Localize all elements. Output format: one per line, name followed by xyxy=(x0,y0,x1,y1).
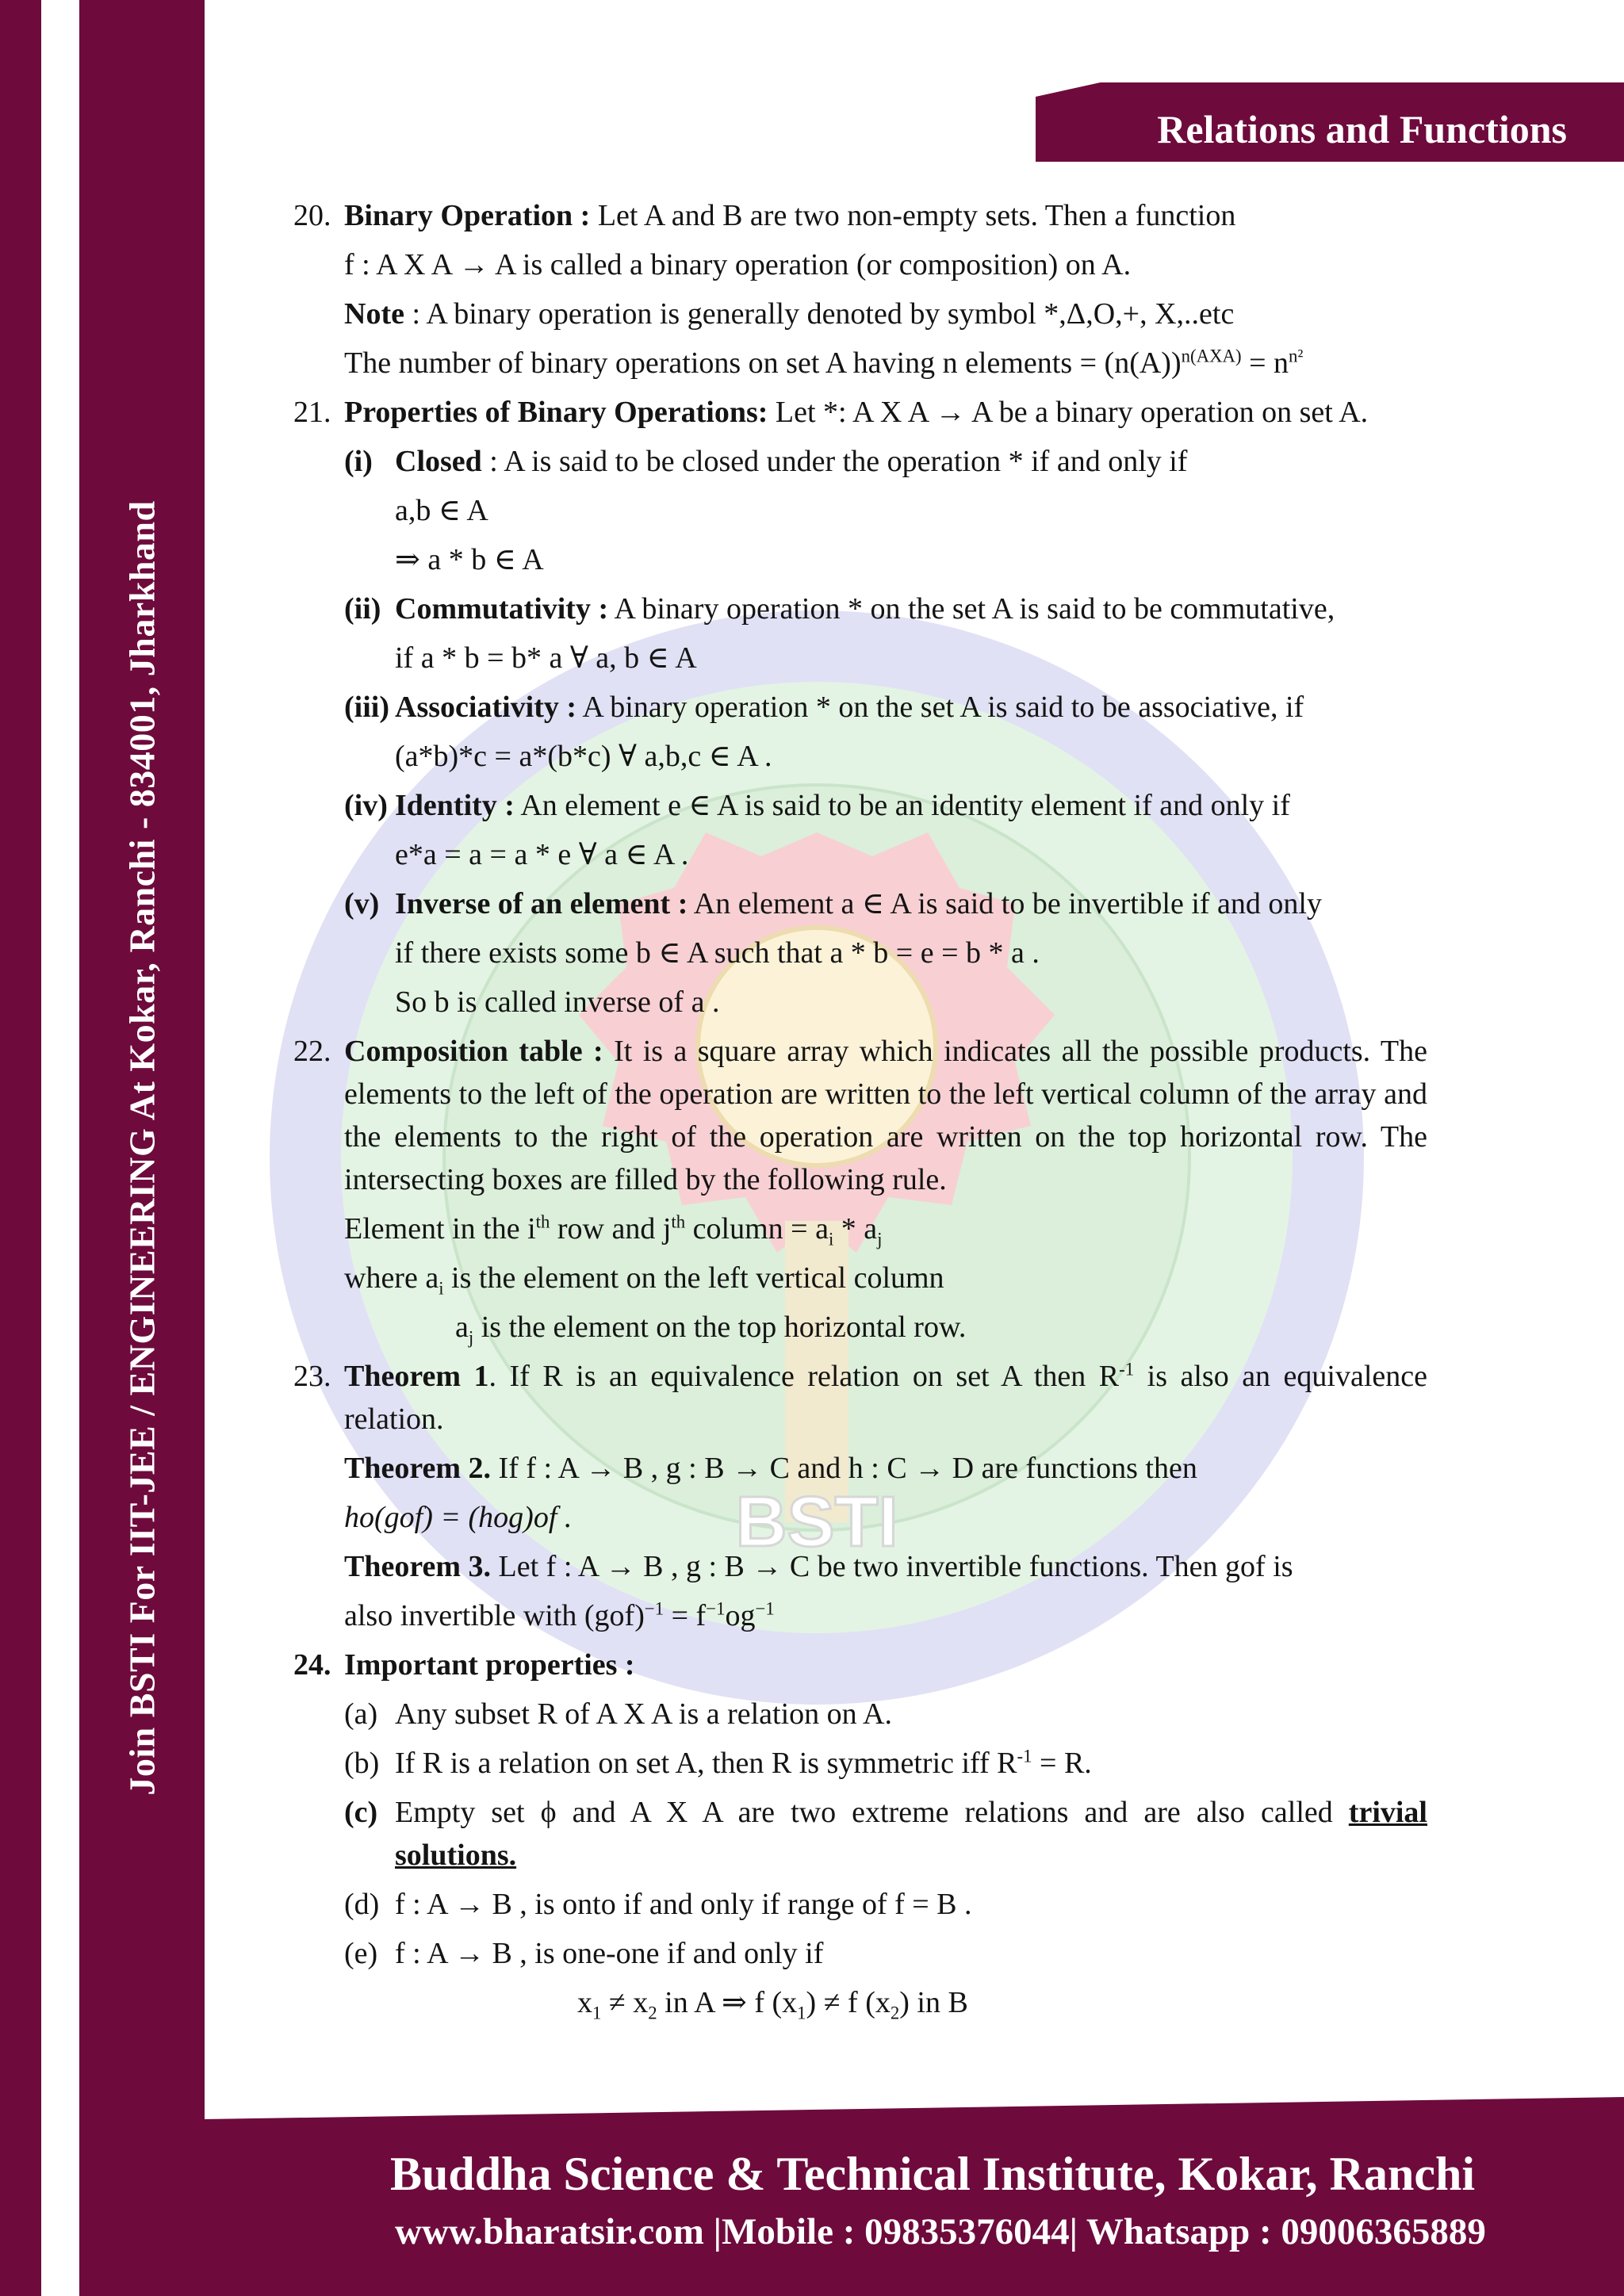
section-24-title xyxy=(344,1644,1427,1686)
property-d xyxy=(344,1883,1427,1926)
formula-sub: 1 xyxy=(592,2003,602,2023)
theorem-text: og xyxy=(725,1599,756,1632)
property-text: : A is said to be closed under the operation * if and only if xyxy=(481,445,1188,478)
rule-text: * a xyxy=(833,1212,878,1246)
note-label: Note xyxy=(344,297,404,331)
watermark-text: BSTI xyxy=(735,1483,898,1562)
theorem-sup: −1 xyxy=(706,1598,726,1619)
property-label: (b) xyxy=(344,1747,380,1780)
property-text: Any subset R of A X A is a relation on A. xyxy=(395,1697,892,1731)
property-identity xyxy=(344,784,1427,876)
theorem-3-line2 xyxy=(344,1594,1427,1637)
section-number: 22. xyxy=(293,1035,331,1068)
footer-contact: www.bharatsir.com |Mobile : 09835376044| Whatsapp : 09006365889 xyxy=(395,2211,1486,2252)
property-associativity-line2: (a*b)*c = a*(b*c) ∀ a,b,c ∈ A . xyxy=(395,740,772,773)
content xyxy=(293,194,1427,2030)
section-text: Let *: A X A → A be a binary operation on set A. xyxy=(768,396,1369,429)
property-text: An element e ∈ A is said to be an identity element if and only if xyxy=(514,789,1290,822)
where-text: where a xyxy=(344,1261,439,1295)
property-closed-text xyxy=(395,440,1427,483)
formula-sub: 2 xyxy=(890,2003,900,2023)
sidebar-outer-stripe xyxy=(0,0,41,2296)
aj-sub: j xyxy=(468,1327,474,1348)
rule-text: Element in the i xyxy=(344,1212,536,1246)
property-text: f : A → B , is onto if and only if range of f = B . xyxy=(395,1888,972,1921)
section-20-intro xyxy=(344,194,1427,237)
formula-text: in A ⇒ f (x xyxy=(657,1986,798,2019)
property-text: If R is a relation on set A, then R is symmetric iff R xyxy=(395,1747,1017,1780)
section-21-intro xyxy=(344,391,1427,434)
section-22-aj xyxy=(344,1306,1427,1349)
count-eq: = n xyxy=(1241,346,1289,380)
property-title: Closed xyxy=(395,445,482,478)
property-a xyxy=(344,1693,1427,1735)
formula-text: ≠ x xyxy=(601,1986,649,2019)
property-inverse-line2: if there exists some b ∈ A such that a * b = e = b * a . xyxy=(395,936,1040,970)
theorem-text: is also an equivalence relation. xyxy=(344,1360,1428,1436)
theorem-title: Theorem 3. xyxy=(344,1550,492,1583)
section-20-count xyxy=(344,342,1427,385)
rule-text: column = a xyxy=(685,1212,829,1246)
theorem-text: Let f : A → B , g : B → C be two invertible functions. Then gof is xyxy=(491,1550,1293,1583)
section-number: 21. xyxy=(293,396,331,429)
property-associativity xyxy=(344,686,1427,778)
property-identity-text xyxy=(395,784,1427,827)
theorem-title: Theorem 1 xyxy=(344,1360,489,1393)
property-b-text xyxy=(395,1742,1427,1785)
formula-text: ) in B xyxy=(899,1986,968,2019)
section-number: 20. xyxy=(293,199,331,232)
rule-sub: j xyxy=(877,1229,883,1249)
property-commutativity-text xyxy=(395,587,1427,630)
note-text: : A binary operation is generally denoted by symbol *,Δ,O,+, X,..etc xyxy=(404,297,1235,331)
theorem-text: also invertible with (gof) xyxy=(344,1599,645,1632)
section-22-where xyxy=(344,1257,1427,1299)
property-label: (ii) xyxy=(344,592,381,626)
count-sup2: n² xyxy=(1289,346,1304,366)
theorem-sup: -1 xyxy=(1119,1359,1135,1380)
property-identity-line2: e*a = a = a * e ∀ a ∈ A . xyxy=(395,838,689,871)
theorem-sup: −1 xyxy=(644,1598,665,1619)
property-label: (v) xyxy=(344,887,380,920)
theorem-formula: ho(gof) = (hog)of . xyxy=(344,1501,573,1534)
section-23 xyxy=(293,1355,1427,1637)
sidebar-vertical-text: Join BSTI For IIT-JEE / ENGINEERING At Kokar, Ranchi - 834001, Jharkhand xyxy=(121,500,163,1796)
property-e xyxy=(344,1932,1427,2024)
rule-sup: th xyxy=(535,1211,550,1232)
property-b xyxy=(344,1742,1427,1785)
section-22 xyxy=(293,1030,1427,1349)
section-22-intro xyxy=(344,1030,1427,1201)
property-text: An element a ∈ A is said to be invertible if and only xyxy=(688,887,1322,920)
theorem-text: If f : A → B , g : B → C and h : C → D are functions then xyxy=(491,1452,1197,1485)
property-title: Inverse of an element : xyxy=(395,887,688,920)
property-closed-line3: ⇒ a * b ∈ A xyxy=(395,543,544,576)
formula-sub: 2 xyxy=(648,2003,657,2023)
property-title: Associativity : xyxy=(395,691,577,724)
section-text: Let A and B are two non-empty sets. Then a function xyxy=(590,199,1236,232)
section-number: 24. xyxy=(293,1648,331,1682)
property-c-text xyxy=(395,1791,1427,1877)
property-label: (d) xyxy=(344,1888,380,1921)
section-title: Composition table : xyxy=(344,1035,603,1068)
section-24 xyxy=(293,1644,1427,2024)
property-c xyxy=(344,1791,1427,1877)
property-closed-line2: a,b ∈ A xyxy=(395,494,488,527)
property-label: (i) xyxy=(344,445,373,478)
property-text: Empty set ϕ and A X A are two extreme relations and are also called xyxy=(395,1796,1349,1829)
section-title: Binary Operation : xyxy=(344,199,591,232)
property-text: A binary operation * on the set A is said to be commutative, xyxy=(608,592,1335,626)
property-label: (e) xyxy=(344,1937,378,1970)
section-20-note xyxy=(344,293,1427,335)
property-associativity-text xyxy=(395,686,1427,729)
rule-sub: i xyxy=(828,1229,834,1249)
property-e-formula xyxy=(395,1981,1427,2024)
property-text: A binary operation * on the set A is said to be associative, if xyxy=(576,691,1304,724)
property-label: (iv) xyxy=(344,789,388,822)
theorem-3 xyxy=(344,1545,1427,1588)
property-label: (iii) xyxy=(344,691,389,724)
property-inverse xyxy=(344,882,1427,1024)
aj-text: a xyxy=(455,1311,469,1344)
theorem-text: . If R is an equivalence relation on set A then R xyxy=(488,1360,1120,1393)
section-title: Properties of Binary Operations: xyxy=(344,396,768,429)
aj-text: is the element on the top horizontal row. xyxy=(473,1311,967,1344)
section-20-line2: f : A X A → A is called a binary operation (or composition) on A. xyxy=(344,248,1132,281)
theorem-2-line2 xyxy=(344,1496,1427,1539)
property-title: Identity : xyxy=(395,789,515,822)
formula-sub: 1 xyxy=(797,2003,806,2023)
theorem-1 xyxy=(344,1355,1427,1441)
property-label: (a) xyxy=(344,1697,378,1731)
page-title: Relations and Functions xyxy=(1157,107,1567,151)
theorem-sup: −1 xyxy=(755,1598,775,1619)
property-text: f : A → B , is one-one if and only if xyxy=(395,1937,824,1970)
property-title: Commutativity : xyxy=(395,592,609,626)
theorem-2 xyxy=(344,1447,1427,1490)
formula-text: x xyxy=(577,1986,592,2019)
section-number: 23. xyxy=(293,1360,331,1393)
property-inverse-line3: So b is called inverse of a . xyxy=(395,985,720,1019)
rule-sup: th xyxy=(671,1211,686,1232)
property-closed xyxy=(344,440,1427,581)
theorem-title: Theorem 2. xyxy=(344,1452,492,1485)
where-sub: i xyxy=(439,1278,444,1299)
sidebar-gap xyxy=(41,0,79,2296)
property-sup: -1 xyxy=(1017,1746,1032,1766)
property-label: (c) xyxy=(344,1796,378,1829)
property-underline: trivial solutions. xyxy=(395,1796,1427,1872)
section-21 xyxy=(293,391,1427,1024)
count-sup: n(AXA) xyxy=(1181,346,1242,366)
rule-text: row and j xyxy=(550,1212,672,1246)
footer-institute: Buddha Science & Technical Institute, Kokar, Ranchi xyxy=(390,2148,1476,2200)
property-text: = R. xyxy=(1032,1747,1092,1780)
count-text: The number of binary operations on set A having n elements = (n(A)) xyxy=(344,346,1182,380)
section-20 xyxy=(293,194,1427,385)
section-22-rule xyxy=(344,1207,1427,1250)
property-commutativity xyxy=(344,587,1427,679)
theorem-text: = f xyxy=(664,1599,707,1632)
where-text: is the element on the left vertical column xyxy=(443,1261,944,1295)
section-title: Important properties : xyxy=(344,1648,635,1682)
property-commutativity-line2: if a * b = b* a ∀ a, b ∈ A xyxy=(395,641,697,675)
formula-text: ) ≠ f (x xyxy=(806,1986,891,2019)
property-inverse-text xyxy=(395,882,1427,925)
section-text: It is a square array which indicates all the possible products. The elements to the left of the operation are written to the left vertical column of the array and the elements to the right of the operation are written on the top horizontal row. The intersecting boxes are filled by the following rule. xyxy=(344,1035,1427,1196)
